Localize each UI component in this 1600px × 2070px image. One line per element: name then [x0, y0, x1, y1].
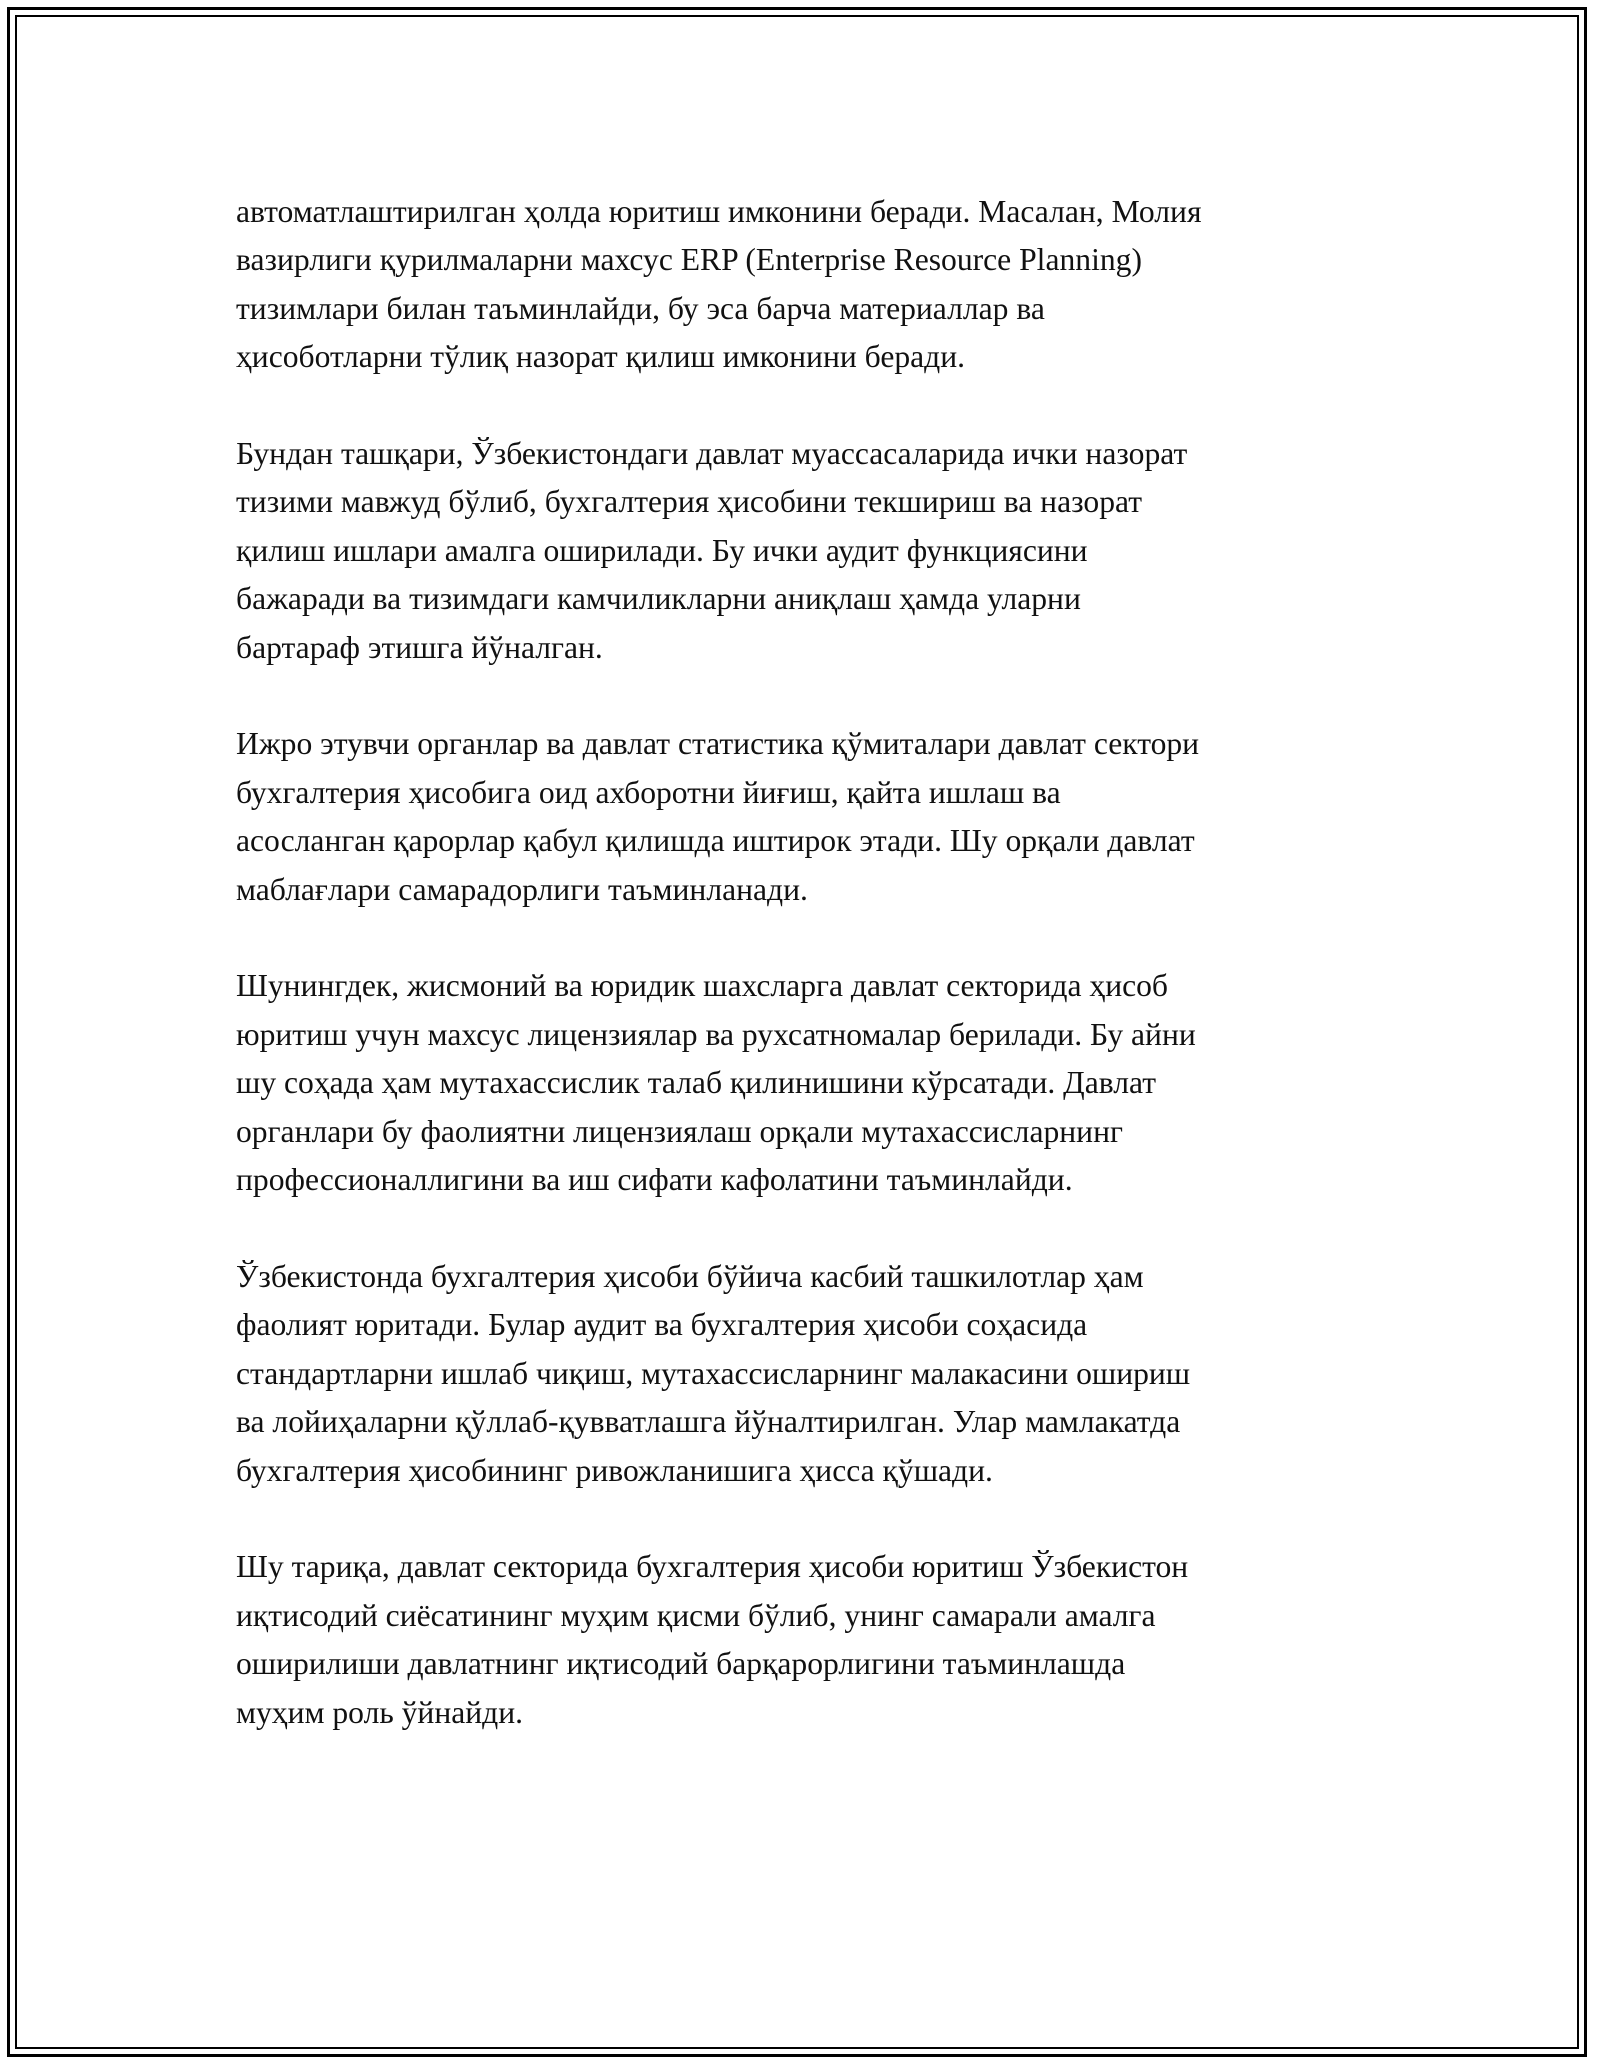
paragraph-erp-systems: автоматлаштирилган ҳолда юритиш имконини беради. Масалан, Молия вазирлиги қурилмаларни махсус ERP (Enterprise Resource Planning) тизимлари билан таъминлайди, бу эса барча материаллар ва ҳисоботларни тўлиқ назорат қилиш имконини беради.: [236, 194, 1202, 375]
paragraph-executive-bodies: Ижро этувчи органлар ва давлат статистика қўмиталари давлат сектори бухгалтерия ҳисобига оид ахборотни йиғиш, қайта ишлаш ва асосланган қарорлар қабул қилишда иштирок этади. Шу орқали давлат маблағлари самарадорлиги таъминланади.: [236, 726, 1200, 907]
document-body: [236, 188, 1376, 1785]
paragraph-licensing: Шунингдек, жисмоний ва юридик шахсларга давлат секторида ҳисоб юритиш учун махсус лицензиялар ва рухсатномалар берилади. Бу айни шу соҳада ҳам мутахассислик талаб қилинишини кўрсатади. Давлат органлари бу фаолиятни лицензиялаш орқали мутахассисларнинг профессионаллигини ва иш сифати кафолатини таъминлайди.: [236, 968, 1196, 1198]
paragraph-conclusion: Шу тариқа, давлат секторида бухгалтерия ҳисоби юритиш Ўзбекистон иқтисодий сиёсатининг муҳим қисми бўлиб, унинг самарали амалга оширилиши давлатнинг иқтисодий барқарорлигини таъминлашда муҳим роль ўйнайди.: [236, 1549, 1189, 1730]
paragraph-internal-control: Бундан ташқари, Ўзбекистондаги давлат муассасаларида ички назорат тизими мавжуд бўлиб, бухгалтерия ҳисобини текшириш ва назорат қилиш ишлари амалга оширилади. Бу ички аудит функциясини бажаради ва тизимдаги камчиликларни аниқлаш ҳамда уларни бартараф этишга йўналган.: [236, 436, 1188, 665]
paragraph-professional-organizations: Ўзбекистонда бухгалтерия ҳисоби бўйича касбий ташкилотлар ҳам фаолият юритади. Булар аудит ва бухгалтерия ҳисоби соҳасида стандартларни ишлаб чиқиш, мутахассисларнинг малакасини ошириш ва лойиҳаларни қўллаб-қувватлашга йўналтирилган. Улар мамлакатда бухгалтерия ҳисобининг ривожланишига ҳисса қўшади.: [236, 1258, 1191, 1488]
